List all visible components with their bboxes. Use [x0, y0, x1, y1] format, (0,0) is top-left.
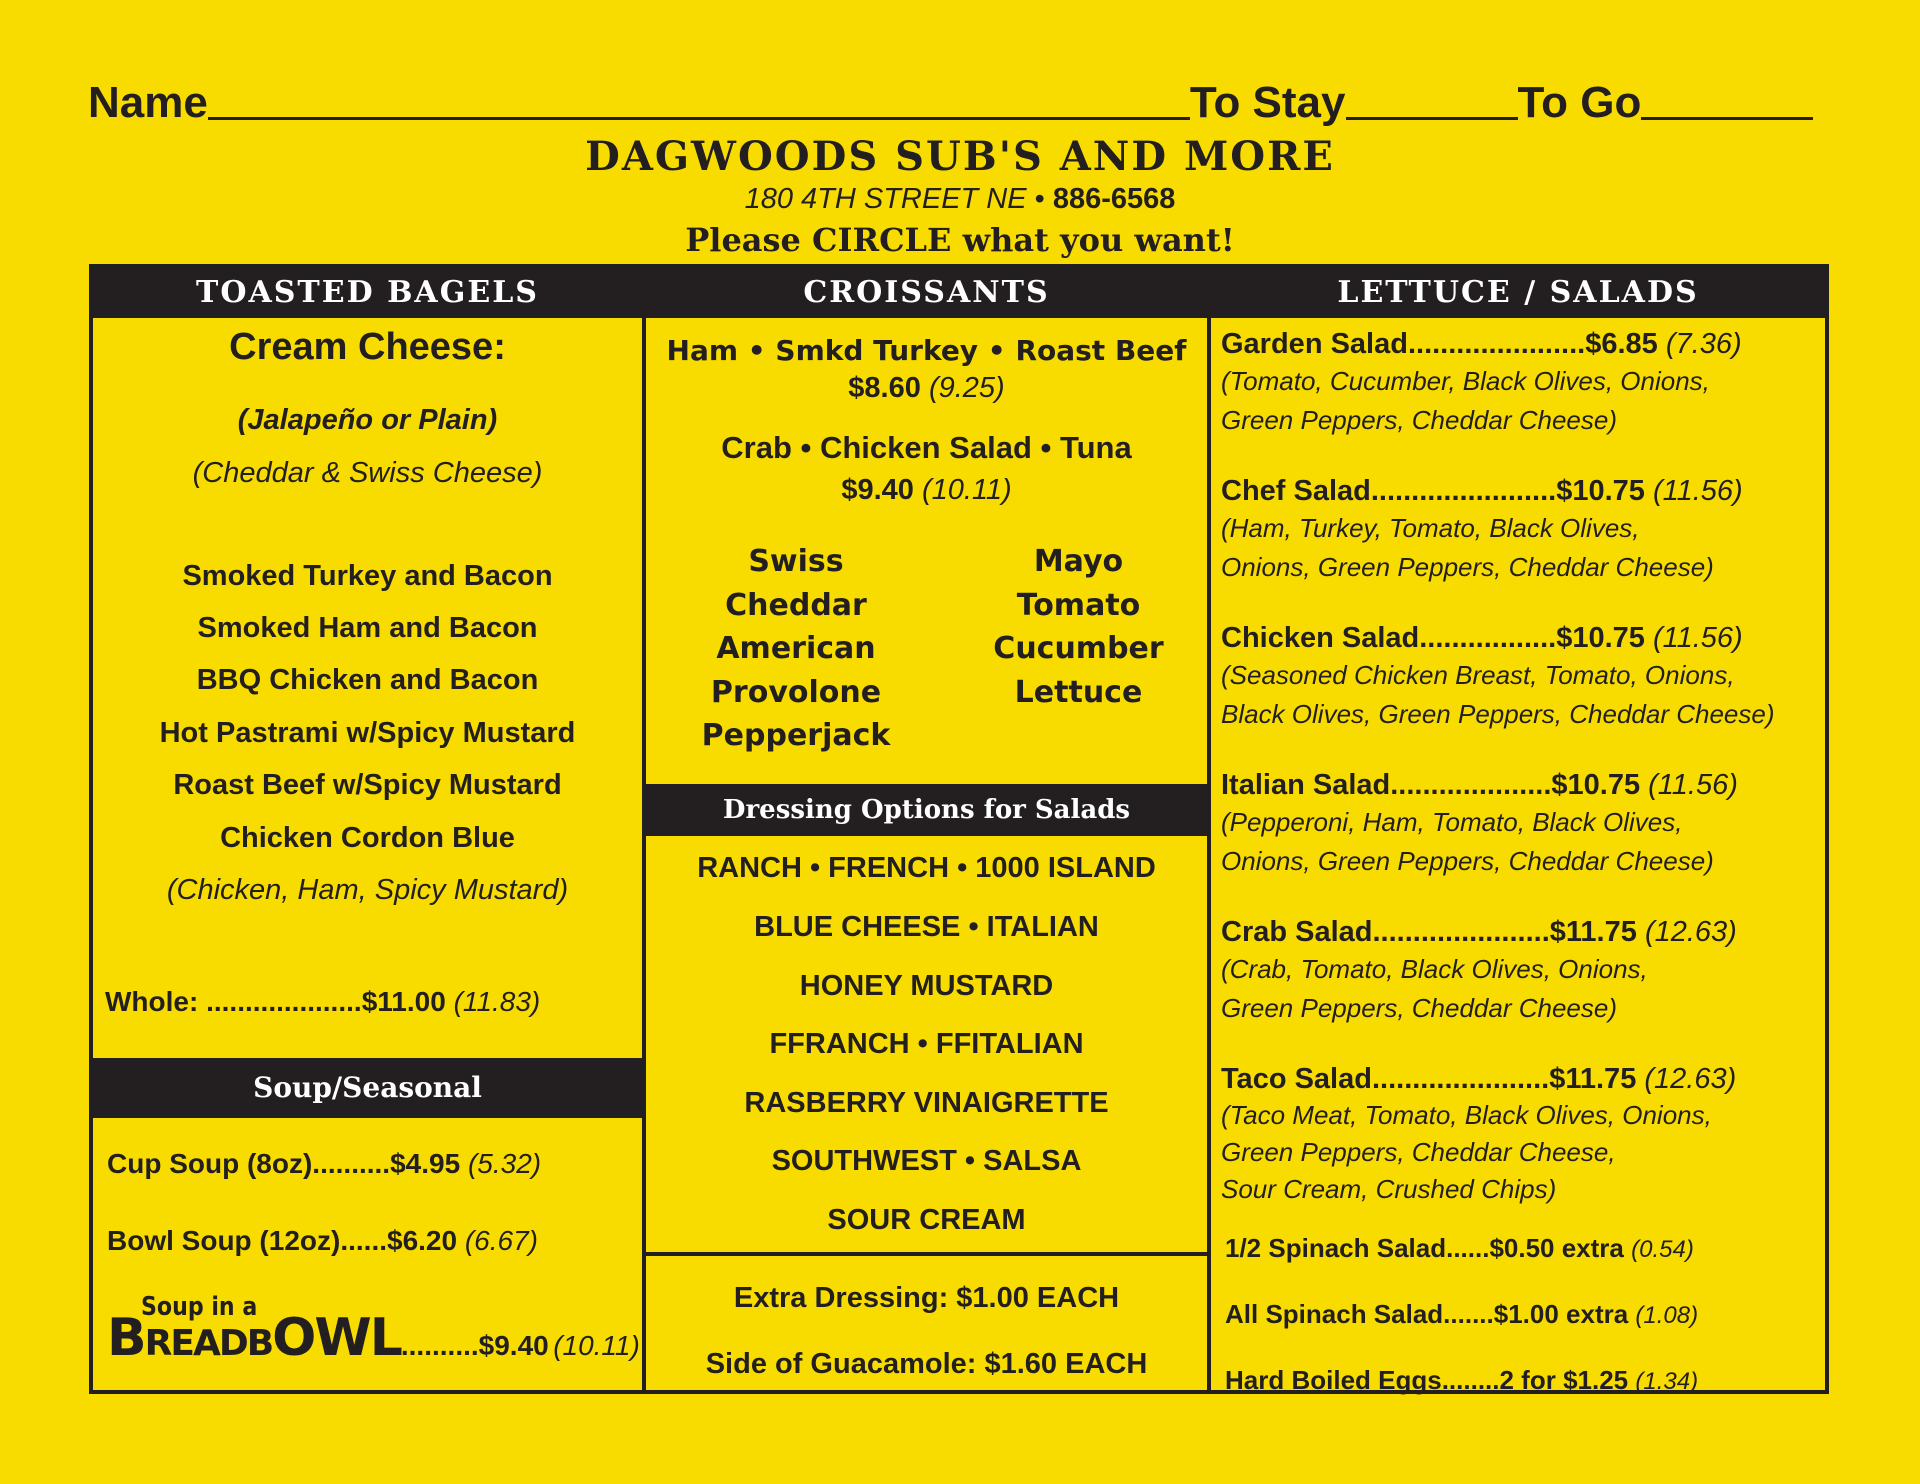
whole-price: $11.00	[361, 986, 446, 1017]
salad-desc: (Seasoned Chicken Breast, Tomato, Onions,	[1221, 660, 1735, 690]
salad-desc: (Ham, Turkey, Tomato, Black Olives,	[1221, 513, 1640, 543]
breadbowl-price: $9.40	[478, 1330, 549, 1361]
side-guacamole[interactable]: Side of Guacamole: $1.60 EACH	[705, 1348, 1148, 1380]
croissant-group-2-price-row	[646, 474, 1207, 507]
shop-address	[0, 182, 1920, 216]
salad-item[interactable]	[1221, 914, 1821, 1028]
salad-alt-price: (11.56)	[1648, 769, 1738, 801]
extra-alt-price: (1.08)	[1635, 1302, 1699, 1329]
salad-desc: (Tomato, Cucumber, Black Olives, Onions,	[1221, 366, 1710, 396]
topping-option[interactable]: Lettuce	[1014, 674, 1143, 710]
extra-price: $1.00 extra	[1493, 1299, 1629, 1329]
salad-desc: Onions, Green Peppers, Cheddar Cheese)	[1221, 846, 1714, 876]
salad-desc: Green Peppers, Cheddar Cheese,	[1221, 1137, 1616, 1167]
cup-soup-price: $4.95	[390, 1148, 461, 1179]
menu-grid	[89, 264, 1829, 1394]
cheese-options	[646, 540, 946, 758]
salad-desc: Green Peppers, Cheddar Cheese)	[1221, 993, 1618, 1023]
address-bullet: •	[1034, 183, 1045, 215]
dressing-header: Dressing Options for Salads	[646, 784, 1207, 836]
name-label: Name	[88, 78, 208, 127]
salad-desc: (Taco Meat, Tomato, Black Olives, Onions,	[1221, 1100, 1712, 1130]
breadbowl-wordmark	[107, 1308, 640, 1368]
salad-alt-price: (12.63)	[1644, 916, 1737, 948]
bagel-item[interactable]: Hot Pastrami w/Spicy Mustard	[159, 717, 576, 749]
whole-alt-price: (11.83)	[453, 986, 541, 1017]
salad-price: $10.75	[1551, 769, 1641, 801]
cheese-option[interactable]: Cheddar	[725, 587, 867, 623]
shop-name: DAGWOODS SUB'S AND MORE	[585, 133, 1335, 180]
bagel-item[interactable]: Smoked Turkey and Bacon	[182, 560, 553, 592]
bagels-column	[93, 268, 646, 1390]
croissant-group-2-price: $9.40	[841, 474, 914, 506]
extra-price: $0.50 extra	[1489, 1233, 1624, 1263]
croissant-group-2-alt: (10.11)	[921, 474, 1012, 506]
salad-alt-price: (11.56)	[1652, 622, 1743, 654]
salads-column	[1211, 268, 1825, 1395]
salad-name: Chef Salad.......................	[1221, 475, 1557, 507]
breadbowl-o: O	[272, 1308, 315, 1368]
dressing-option[interactable]: SOUTHWEST • SALSA	[771, 1145, 1082, 1177]
salad-desc: Green Peppers, Cheddar Cheese)	[1221, 405, 1618, 435]
topping-options	[946, 540, 1211, 714]
salad-name-row	[1221, 914, 1821, 950]
salad-name-row	[1221, 767, 1821, 803]
salad-name: Italian Salad....................	[1221, 769, 1552, 801]
bowl-soup-row[interactable]	[107, 1225, 656, 1257]
salad-desc: Sour Cream, Crushed Chips)	[1221, 1174, 1557, 1204]
croissant-group-1-alt: (9.25)	[928, 372, 1005, 404]
shop-street: 180 4TH STREET NE	[744, 183, 1027, 215]
cup-soup-alt-price: (5.32)	[467, 1148, 542, 1179]
to-stay-field[interactable]	[1346, 83, 1518, 120]
bagel-item[interactable]: BBQ Chicken and Bacon	[196, 664, 539, 696]
croissant-group-2-items[interactable]: Crab • Chicken Salad • Tuna	[721, 430, 1132, 465]
salad-name-row	[1221, 1061, 1821, 1097]
bagel-item[interactable]: Roast Beef w/Spicy Mustard	[173, 769, 562, 801]
bowl-soup-label: Bowl Soup (12oz)......	[107, 1225, 387, 1256]
bowl-soup-price: $6.20	[387, 1225, 458, 1256]
extra-alt-price: (0.54)	[1631, 1236, 1694, 1263]
cup-soup-row[interactable]	[107, 1148, 656, 1180]
salad-desc: Onions, Green Peppers, Cheddar Cheese)	[1221, 552, 1714, 582]
extra-dressing[interactable]: Extra Dressing: $1.00 EACH	[733, 1282, 1120, 1314]
bowl-soup-alt-price: (6.67)	[464, 1225, 539, 1256]
extra-label: Hard Boiled Eggs........	[1225, 1365, 1500, 1395]
dressing-divider	[646, 1252, 1207, 1256]
order-header	[88, 78, 1828, 128]
dressing-option[interactable]: RASBERRY VINAIGRETTE	[744, 1087, 1109, 1119]
whole-label: Whole: ....................	[105, 986, 362, 1017]
salad-name-row	[1221, 620, 1821, 656]
cream-cheese-heading: Cream Cheese:	[229, 326, 506, 368]
salad-item[interactable]	[1221, 620, 1821, 734]
name-field[interactable]	[208, 83, 1190, 120]
cheese-option[interactable]: Provolone	[710, 674, 882, 710]
salad-name-row	[1221, 473, 1821, 509]
salad-price: $11.75	[1549, 916, 1637, 948]
to-go-field[interactable]	[1641, 83, 1813, 120]
cream-cheese-options[interactable]: (Jalapeño or Plain)	[237, 404, 498, 436]
shop-phone: 886-6568	[1052, 183, 1176, 215]
salad-extra[interactable]	[1225, 1365, 1698, 1396]
dressing-option[interactable]: HONEY MUSTARD	[799, 970, 1054, 1002]
salad-price: $6.85	[1585, 328, 1658, 360]
cheese-option[interactable]: American	[716, 631, 876, 666]
salad-alt-price: (7.36)	[1665, 328, 1742, 360]
salad-name-row	[1221, 326, 1821, 362]
breadbowl-dots: ..........	[400, 1330, 479, 1361]
breadbowl-w: W	[314, 1308, 370, 1368]
croissants-header: CROISSANTS	[646, 268, 1207, 318]
salad-desc: (Crab, Tomato, Black Olives, Onions,	[1221, 954, 1648, 984]
croissant-group-1-price: $8.60	[848, 372, 921, 404]
to-go-label: To Go	[1517, 78, 1642, 127]
cheese-option[interactable]: Pepperjack	[701, 718, 891, 753]
salad-extra[interactable]	[1225, 1233, 1694, 1264]
salad-desc: (Pepperoni, Ham, Tomato, Black Olives,	[1221, 807, 1683, 837]
cup-soup-label: Cup Soup (8oz)..........	[107, 1148, 391, 1179]
croissant-group-1-items[interactable]: Ham • Smkd Turkey • Roast Beef	[666, 334, 1187, 367]
cordon-blue-note: (Chicken, Ham, Spicy Mustard)	[166, 874, 569, 906]
salad-desc: Black Olives, Green Peppers, Cheddar Cheese)	[1221, 699, 1775, 729]
salad-alt-price: (12.63)	[1644, 1063, 1737, 1095]
cheese-option[interactable]: Swiss	[748, 544, 844, 579]
dressing-option[interactable]: RANCH • FRENCH • 1000 ISLAND	[697, 852, 1156, 884]
topping-option[interactable]: Mayo	[1033, 544, 1124, 579]
croissant-group-1-price-row	[646, 372, 1207, 405]
soup-header: Soup/Seasonal	[93, 1058, 642, 1118]
salad-name: Garden Salad......................	[1221, 328, 1586, 360]
extra-alt-price: (1.34)	[1635, 1368, 1699, 1395]
salad-price: $10.75	[1556, 622, 1645, 654]
breadbowl-readb: READB	[144, 1323, 273, 1364]
extra-price: 2 for $1.25	[1499, 1365, 1629, 1395]
breadbowl-b: B	[107, 1308, 145, 1368]
salads-header: LETTUCE / SALADS	[1211, 268, 1825, 318]
extra-label: 1/2 Spinach Salad......	[1225, 1233, 1490, 1263]
breadbowl-top-text: Soup in a	[141, 1292, 258, 1322]
breadbowl-l: L	[369, 1308, 401, 1368]
shop-title-block	[0, 132, 1920, 264]
salad-name: Chicken Salad.................	[1221, 622, 1557, 654]
topping-option[interactable]: Tomato	[1016, 587, 1141, 623]
topping-option[interactable]: Cucumber	[993, 631, 1164, 666]
salad-item[interactable]	[1221, 473, 1821, 587]
bagel-item[interactable]: Chicken Cordon Blue	[220, 822, 515, 854]
salad-item[interactable]	[1221, 1061, 1821, 1208]
bagels-header: TOASTED BAGELS	[93, 268, 642, 318]
dressing-option[interactable]: SOUR CREAM	[827, 1204, 1026, 1236]
salad-name: Taco Salad......................	[1221, 1063, 1550, 1095]
salad-alt-price: (11.56)	[1652, 475, 1743, 507]
cheese-note: (Cheddar & Swiss Cheese)	[192, 457, 543, 489]
salad-item[interactable]	[1221, 767, 1821, 881]
salad-price: $11.75	[1549, 1063, 1637, 1095]
croissants-column	[646, 268, 1211, 1390]
dressing-option[interactable]: BLUE CHEESE • ITALIAN	[754, 911, 1099, 943]
extra-label: All Spinach Salad.......	[1225, 1299, 1494, 1329]
whole-price-row[interactable]	[105, 986, 654, 1018]
salad-name: Crab Salad......................	[1221, 916, 1550, 948]
salad-price: $10.75	[1556, 475, 1645, 507]
to-stay-label: To Stay	[1189, 78, 1346, 127]
bagel-item[interactable]: Smoked Ham and Bacon	[197, 612, 538, 644]
salad-extra[interactable]	[1225, 1299, 1698, 1330]
instruction: Please CIRCLE what you want!	[685, 221, 1235, 259]
dressing-option[interactable]: FFRANCH • FFITALIAN	[769, 1028, 1084, 1060]
breadbowl-alt-price: (10.11)	[553, 1330, 640, 1361]
salad-item[interactable]	[1221, 326, 1821, 440]
